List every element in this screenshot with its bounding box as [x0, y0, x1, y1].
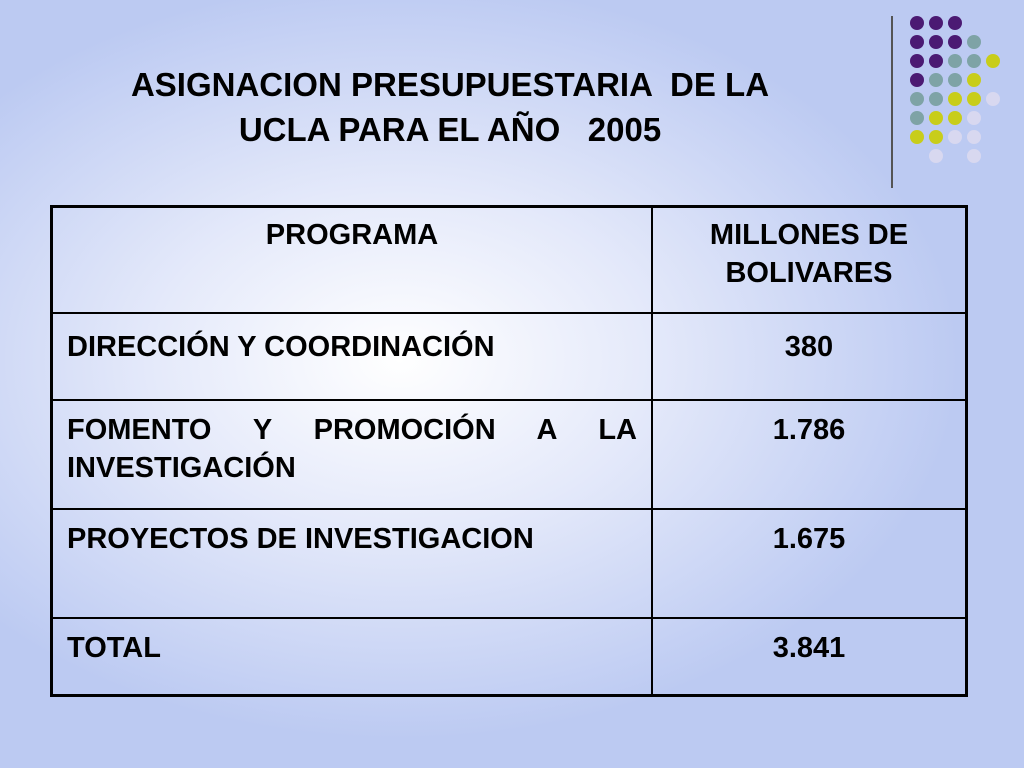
- slide-title-line-1: ASIGNACION PRESUPUESTARIA DE LA: [130, 66, 770, 103]
- decorative-dot: [929, 35, 943, 49]
- decorative-dot: [967, 54, 981, 68]
- valor-cell: 1.786: [652, 400, 967, 509]
- decorative-dot: [910, 16, 924, 30]
- decorative-dot-grid: [904, 10, 1024, 170]
- decorative-dot: [986, 92, 1000, 106]
- decorative-dot: [948, 111, 962, 125]
- table-row-total: [52, 618, 967, 696]
- programa-cell: DIRECCIÓN Y COORDINACIÓN: [52, 313, 653, 400]
- decorative-dot: [967, 149, 981, 163]
- decorative-dot: [948, 92, 962, 106]
- slide-title: [40, 62, 860, 152]
- decorative-dot: [929, 149, 943, 163]
- header-programa: PROGRAMA: [52, 207, 653, 314]
- decorative-dot: [967, 111, 981, 125]
- decorative-dot: [929, 73, 943, 87]
- programa-cell: FOMENTO Y PROMOCIÓN A LA INVESTIGACIÓN: [52, 400, 653, 509]
- decorative-dot: [929, 92, 943, 106]
- decorative-dot: [967, 92, 981, 106]
- decorative-dot: [929, 111, 943, 125]
- decorative-dot: [967, 130, 981, 144]
- valor-cell: 380: [652, 313, 967, 400]
- total-value-cell: 3.841: [652, 618, 967, 696]
- decorative-dot: [910, 92, 924, 106]
- table-row: [52, 313, 967, 400]
- decorative-dot: [910, 54, 924, 68]
- table-row: [52, 509, 967, 618]
- decorative-dot: [948, 73, 962, 87]
- decorative-dot: [910, 35, 924, 49]
- decorative-dot: [929, 130, 943, 144]
- decorative-dot: [910, 130, 924, 144]
- decorative-dot: [986, 54, 1000, 68]
- programa-cell: PROYECTOS DE INVESTIGACION: [52, 509, 653, 618]
- valor-cell: 1.675: [652, 509, 967, 618]
- table-header-row: [52, 207, 967, 314]
- decorative-dot: [929, 54, 943, 68]
- decorative-dot: [948, 130, 962, 144]
- header-millones: MILLONES DE BOLIVARES: [652, 207, 967, 314]
- slide-title-line-2: UCLA PARA EL AÑO 2005: [238, 111, 662, 148]
- decorative-dot: [967, 73, 981, 87]
- decorative-dot: [948, 16, 962, 30]
- decorative-dot: [948, 54, 962, 68]
- decorative-vertical-line: [891, 16, 893, 188]
- table-row: [52, 400, 967, 509]
- total-label-cell: TOTAL: [52, 618, 653, 696]
- decorative-dot: [910, 73, 924, 87]
- decorative-dot: [948, 35, 962, 49]
- budget-table: [50, 205, 968, 697]
- decorative-dot: [967, 35, 981, 49]
- decorative-dot: [929, 16, 943, 30]
- decorative-dot: [910, 111, 924, 125]
